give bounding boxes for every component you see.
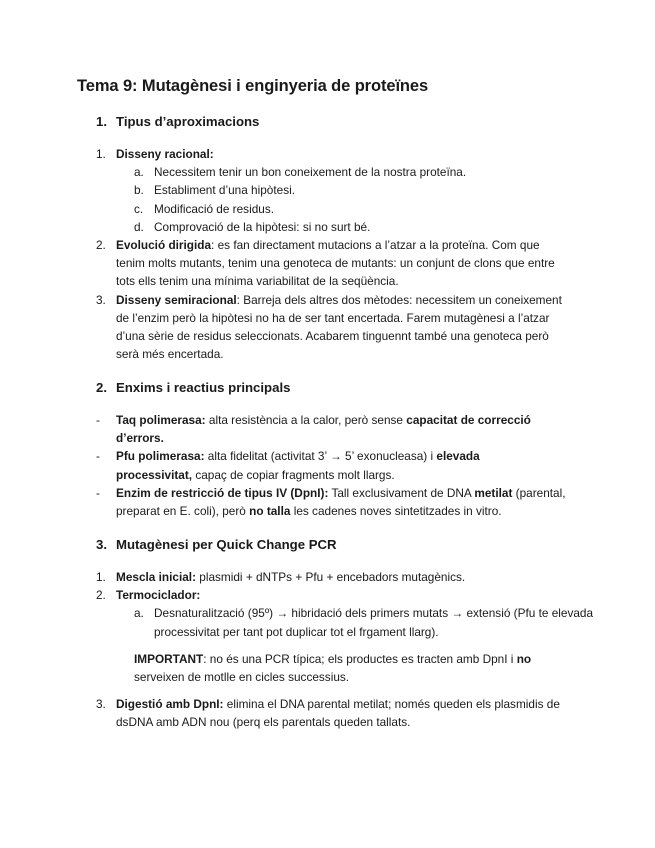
item-text: les cadenes noves sintetitzades in vitro. [290,504,502,519]
quickchange-list [96,568,596,732]
important-note [134,650,579,686]
list-item [96,411,571,447]
list-marker: 1. [96,147,106,161]
list-marker: - [96,413,100,427]
list-marker: 2. [96,238,106,253]
item-term: Digestió amb DpnI: [116,697,224,712]
item-text: elimina el DNA parental metilat; només queden els plasmidis de dsDNA amb ADN nou (perq els parentals queden tallats. [116,697,560,730]
item-text: : es fan directament mutacions a l’atzar a la proteïna. Com que tenim molts mutants, tenim una genoteca de mutants: un conjunt de clons que entre tots ells tenim una mínima variabilitat de la seqüència. [116,238,555,289]
item-term: Termociclador: [116,588,201,603]
list-item [96,236,566,291]
sublist-item [134,604,594,640]
list-marker: 2. [96,588,106,603]
sublist [116,163,596,236]
sublist-item [134,163,596,181]
list-item [96,695,591,731]
item-emphasis: elevada processivitat, [116,449,480,482]
section-heading-quickchange [96,537,337,552]
sublist-item [134,200,596,218]
list-item [96,447,546,483]
sublist-item [134,218,596,236]
sublist-text: Desnaturalització (95º) → hibridació dels primers mutats → extensió (Pfu te elevada processivitat per tant pot duplicar tot el frgament llarg). [154,606,594,639]
sublist-marker: c. [134,201,144,216]
sublist-marker: a. [134,606,144,621]
section-heading-approaches [96,114,259,129]
item-text: alta fidelitat (activitat 3’ → 5’ exonucleasa) i [204,449,437,464]
list-item [96,291,566,364]
item-text: Tall exclusivament de DNA [328,485,475,500]
section-number: 3. [96,537,107,552]
list-marker: 1. [96,570,106,584]
section-title: Enxims i reactius principals [116,380,291,395]
list-item [96,145,596,236]
list-marker: 3. [96,292,106,307]
note-emphasis: no [516,651,532,666]
item-text: alta resistència a la calor, però sense [205,413,407,427]
item-term: Mescla inicial: [116,570,196,584]
item-term: Taq polimerasa: [116,413,206,427]
approaches-list [96,145,596,363]
sublist [116,604,596,640]
sublist-marker: b. [134,183,144,198]
item-text: : Barreja dels altres dos mètodes: necessitem un coneixement de l’enzim però la hipòtesi no ha de ser tant encertada. Farem mutagènesi a l’atzar d’una sèrie de residus seleccionats. Acabarem tinguennt també una genoteca però serà més encertada. [116,292,562,362]
item-term: Disseny racional: [116,147,214,161]
sublist-text: Establiment d’una hipòtesi. [154,183,295,198]
section-heading-enzymes [96,380,290,395]
sublist-marker: a. [134,165,144,180]
sublist-item [134,181,596,199]
section-title: Tipus d’aproximacions [116,114,260,129]
item-text: (parental, preparat en E. coli), però [116,485,566,519]
page-title: Tema 9: Mutagènesi i enginyeria de proteïnes [77,77,429,95]
list-marker: 3. [96,697,106,712]
enzymes-list [96,411,596,520]
list-item [96,586,596,686]
note-text: : no és una PCR típica; els productes es tracten amb DpnI i [203,651,517,666]
section-title: Mutagènesi per Quick Change PCR [116,537,337,552]
sublist-text: Modificació de residus. [154,201,274,216]
note-label: IMPORTANT [134,651,204,666]
list-item [96,484,596,520]
item-text: capaç de copiar fragments molt llargs. [192,467,395,482]
sublist-text: Comprovació de la hipòtesi: si no surt bé. [154,219,371,234]
item-term: Disseny semiracional [116,292,237,307]
list-item [96,568,596,586]
sublist-text: Necessitem tenir un bon coneixement de la nostra proteïna. [154,165,467,180]
list-marker: - [96,485,100,500]
section-number: 1. [96,114,107,129]
item-text: plasmidi + dNTPs + Pfu + encebadors mutagènics. [196,570,466,584]
note-text: serveixen de motlle en cicles successius. [134,670,350,685]
sublist-marker: d. [134,219,144,234]
item-term: Enzim de restricció de tipus IV (DpnI): [116,485,329,500]
item-emphasis: no talla [249,504,291,519]
item-term: Pfu polimerasa: [116,449,205,464]
item-emphasis: metilat [474,485,513,500]
list-marker: - [96,449,100,464]
item-term: Evolució dirigida [116,238,212,253]
section-number: 2. [96,380,107,395]
item-emphasis: capacitat de correcció d’errors. [116,413,531,446]
